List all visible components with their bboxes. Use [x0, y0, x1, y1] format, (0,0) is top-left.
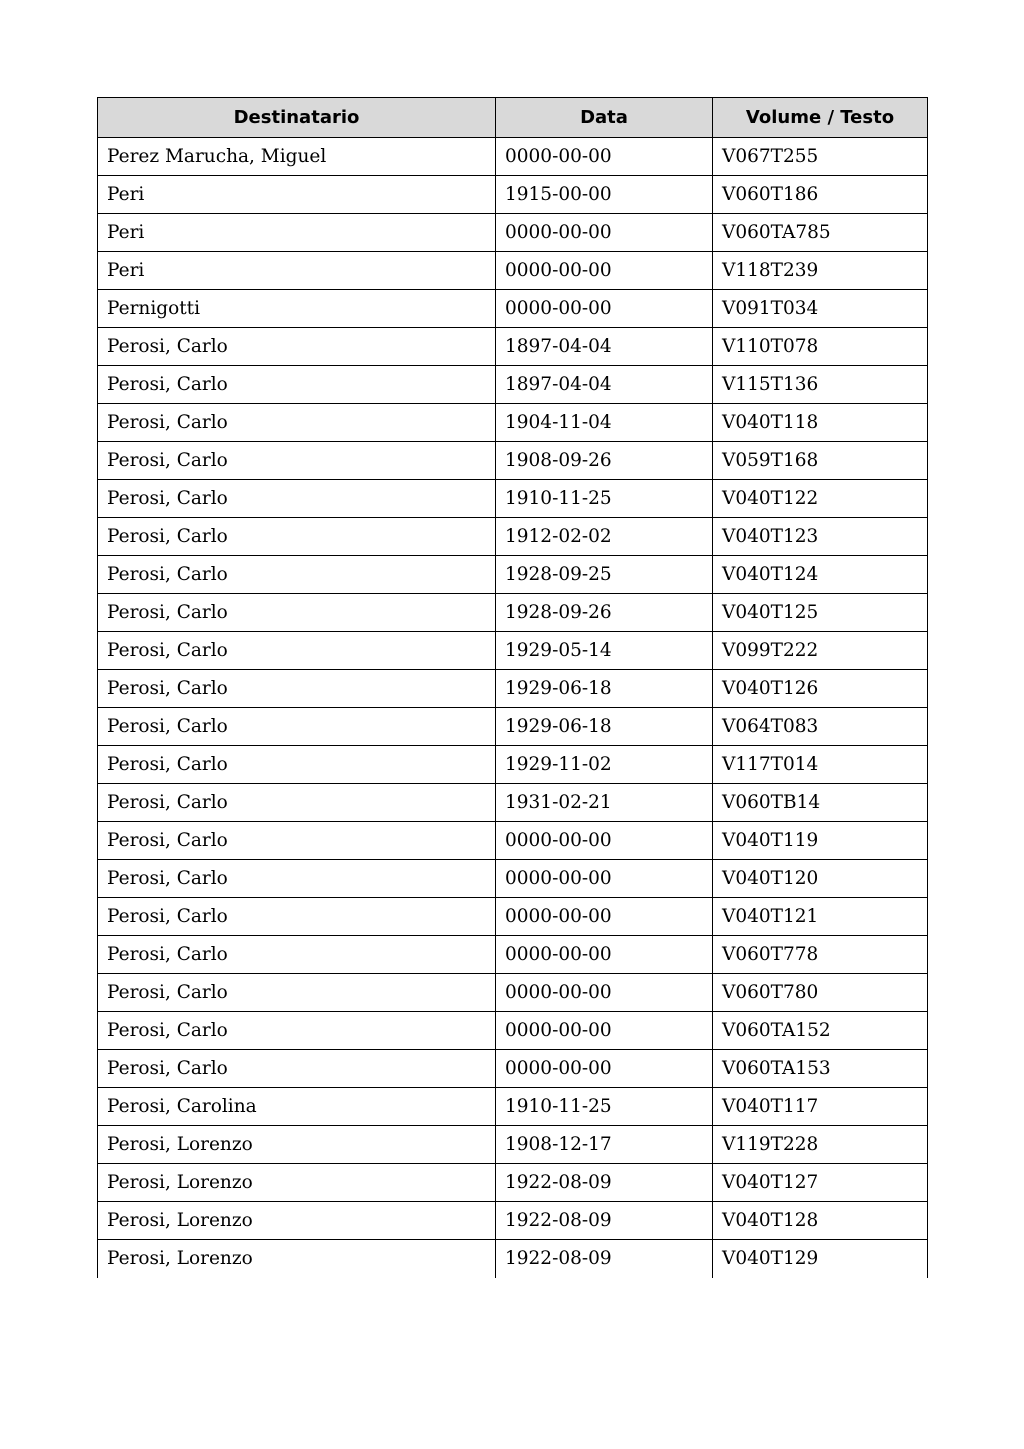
cell-volume-testo: V067T255 — [713, 138, 928, 176]
header-destinatario: Destinatario — [98, 98, 496, 138]
cell-volume-testo: V040T122 — [713, 480, 928, 518]
cell-destinatario: Perosi, Carlo — [98, 784, 496, 822]
cell-data: 1928-09-25 — [496, 556, 713, 594]
cell-data: 1897-04-04 — [496, 328, 713, 366]
table-row — [98, 1012, 928, 1050]
cell-destinatario: Perosi, Carlo — [98, 442, 496, 480]
cell-destinatario: Peri — [98, 176, 496, 214]
cell-destinatario: Perosi, Carolina — [98, 1088, 496, 1126]
table-row — [98, 746, 928, 784]
table-row — [98, 252, 928, 290]
table-row — [98, 1240, 928, 1278]
cell-destinatario: Perosi, Carlo — [98, 404, 496, 442]
cell-volume-testo: V060TA152 — [713, 1012, 928, 1050]
cell-volume-testo: V060TB14 — [713, 784, 928, 822]
cell-destinatario: Perosi, Carlo — [98, 746, 496, 784]
cell-volume-testo: V040T125 — [713, 594, 928, 632]
cell-data: 1929-11-02 — [496, 746, 713, 784]
cell-volume-testo: V064T083 — [713, 708, 928, 746]
cell-destinatario: Perosi, Carlo — [98, 936, 496, 974]
cell-volume-testo: V060TA785 — [713, 214, 928, 252]
table-row — [98, 404, 928, 442]
table-row — [98, 1126, 928, 1164]
cell-volume-testo: V040T117 — [713, 1088, 928, 1126]
cell-destinatario: Perosi, Carlo — [98, 1012, 496, 1050]
cell-volume-testo: V040T118 — [713, 404, 928, 442]
table-row — [98, 366, 928, 404]
cell-data: 1915-00-00 — [496, 176, 713, 214]
cell-volume-testo: V040T120 — [713, 860, 928, 898]
cell-destinatario: Peri — [98, 252, 496, 290]
cell-destinatario: Perosi, Carlo — [98, 898, 496, 936]
cell-volume-testo: V040T126 — [713, 670, 928, 708]
cell-volume-testo: V040T129 — [713, 1240, 928, 1278]
table-row — [98, 594, 928, 632]
cell-destinatario: Perosi, Carlo — [98, 1050, 496, 1088]
cell-destinatario: Perosi, Lorenzo — [98, 1240, 496, 1278]
cell-data: 1929-05-14 — [496, 632, 713, 670]
cell-destinatario: Perosi, Carlo — [98, 974, 496, 1012]
cell-volume-testo: V060T186 — [713, 176, 928, 214]
header-volume-testo: Volume / Testo — [713, 98, 928, 138]
cell-volume-testo: V115T136 — [713, 366, 928, 404]
cell-destinatario: Perosi, Carlo — [98, 366, 496, 404]
cell-volume-testo: V040T121 — [713, 898, 928, 936]
table-row — [98, 974, 928, 1012]
cell-destinatario: Perosi, Carlo — [98, 518, 496, 556]
letters-table — [97, 97, 928, 1278]
cell-volume-testo: V118T239 — [713, 252, 928, 290]
cell-data: 0000-00-00 — [496, 214, 713, 252]
cell-data: 1910-11-25 — [496, 1088, 713, 1126]
table-row — [98, 138, 928, 176]
table-row — [98, 1088, 928, 1126]
cell-destinatario: Pernigotti — [98, 290, 496, 328]
cell-destinatario: Perosi, Carlo — [98, 670, 496, 708]
table-row — [98, 480, 928, 518]
table-row — [98, 290, 928, 328]
table-row — [98, 176, 928, 214]
cell-destinatario: Perosi, Carlo — [98, 480, 496, 518]
cell-destinatario: Perosi, Carlo — [98, 594, 496, 632]
cell-data: 0000-00-00 — [496, 898, 713, 936]
cell-destinatario: Perosi, Lorenzo — [98, 1202, 496, 1240]
cell-volume-testo: V040T124 — [713, 556, 928, 594]
table-row — [98, 822, 928, 860]
table-row — [98, 860, 928, 898]
header-row — [98, 98, 928, 138]
table-row — [98, 214, 928, 252]
table-row — [98, 556, 928, 594]
cell-data: 1928-09-26 — [496, 594, 713, 632]
cell-destinatario: Perosi, Carlo — [98, 632, 496, 670]
cell-data: 0000-00-00 — [496, 1012, 713, 1050]
cell-data: 1908-12-17 — [496, 1126, 713, 1164]
cell-data: 0000-00-00 — [496, 860, 713, 898]
cell-data: 1922-08-09 — [496, 1164, 713, 1202]
table-header — [98, 98, 928, 138]
header-data: Data — [496, 98, 713, 138]
cell-data: 1922-08-09 — [496, 1202, 713, 1240]
cell-data: 1929-06-18 — [496, 670, 713, 708]
table-row — [98, 708, 928, 746]
cell-volume-testo: V040T128 — [713, 1202, 928, 1240]
cell-volume-testo: V060T778 — [713, 936, 928, 974]
cell-destinatario: Perosi, Carlo — [98, 328, 496, 366]
table-row — [98, 898, 928, 936]
cell-data: 1922-08-09 — [496, 1240, 713, 1278]
table-row — [98, 1202, 928, 1240]
cell-data: 0000-00-00 — [496, 1050, 713, 1088]
cell-data: 1904-11-04 — [496, 404, 713, 442]
cell-data: 1929-06-18 — [496, 708, 713, 746]
table-body — [98, 138, 928, 1278]
cell-volume-testo: V060T780 — [713, 974, 928, 1012]
cell-volume-testo: V040T123 — [713, 518, 928, 556]
cell-data: 0000-00-00 — [496, 936, 713, 974]
cell-data: 0000-00-00 — [496, 822, 713, 860]
cell-volume-testo: V040T127 — [713, 1164, 928, 1202]
cell-destinatario: Perosi, Lorenzo — [98, 1164, 496, 1202]
cell-volume-testo: V117T014 — [713, 746, 928, 784]
cell-destinatario: Perosi, Carlo — [98, 708, 496, 746]
table-row — [98, 784, 928, 822]
cell-data: 0000-00-00 — [496, 252, 713, 290]
cell-volume-testo: V060TA153 — [713, 1050, 928, 1088]
cell-volume-testo: V099T222 — [713, 632, 928, 670]
cell-data: 1910-11-25 — [496, 480, 713, 518]
table-row — [98, 936, 928, 974]
cell-data: 1897-04-04 — [496, 366, 713, 404]
cell-destinatario: Peri — [98, 214, 496, 252]
table-row — [98, 670, 928, 708]
cell-destinatario: Perez Marucha, Miguel — [98, 138, 496, 176]
cell-volume-testo: V091T034 — [713, 290, 928, 328]
cell-data: 0000-00-00 — [496, 974, 713, 1012]
cell-destinatario: Perosi, Carlo — [98, 556, 496, 594]
table-row — [98, 1164, 928, 1202]
table-row — [98, 442, 928, 480]
cell-data: 1912-02-02 — [496, 518, 713, 556]
cell-data: 1931-02-21 — [496, 784, 713, 822]
cell-destinatario: Perosi, Carlo — [98, 822, 496, 860]
table-row — [98, 632, 928, 670]
cell-data: 0000-00-00 — [496, 138, 713, 176]
table-row — [98, 1050, 928, 1088]
cell-data: 0000-00-00 — [496, 290, 713, 328]
table-row — [98, 328, 928, 366]
cell-volume-testo: V059T168 — [713, 442, 928, 480]
cell-data: 1908-09-26 — [496, 442, 713, 480]
table-row — [98, 518, 928, 556]
cell-volume-testo: V040T119 — [713, 822, 928, 860]
cell-destinatario: Perosi, Carlo — [98, 860, 496, 898]
cell-volume-testo: V110T078 — [713, 328, 928, 366]
cell-volume-testo: V119T228 — [713, 1126, 928, 1164]
cell-destinatario: Perosi, Lorenzo — [98, 1126, 496, 1164]
